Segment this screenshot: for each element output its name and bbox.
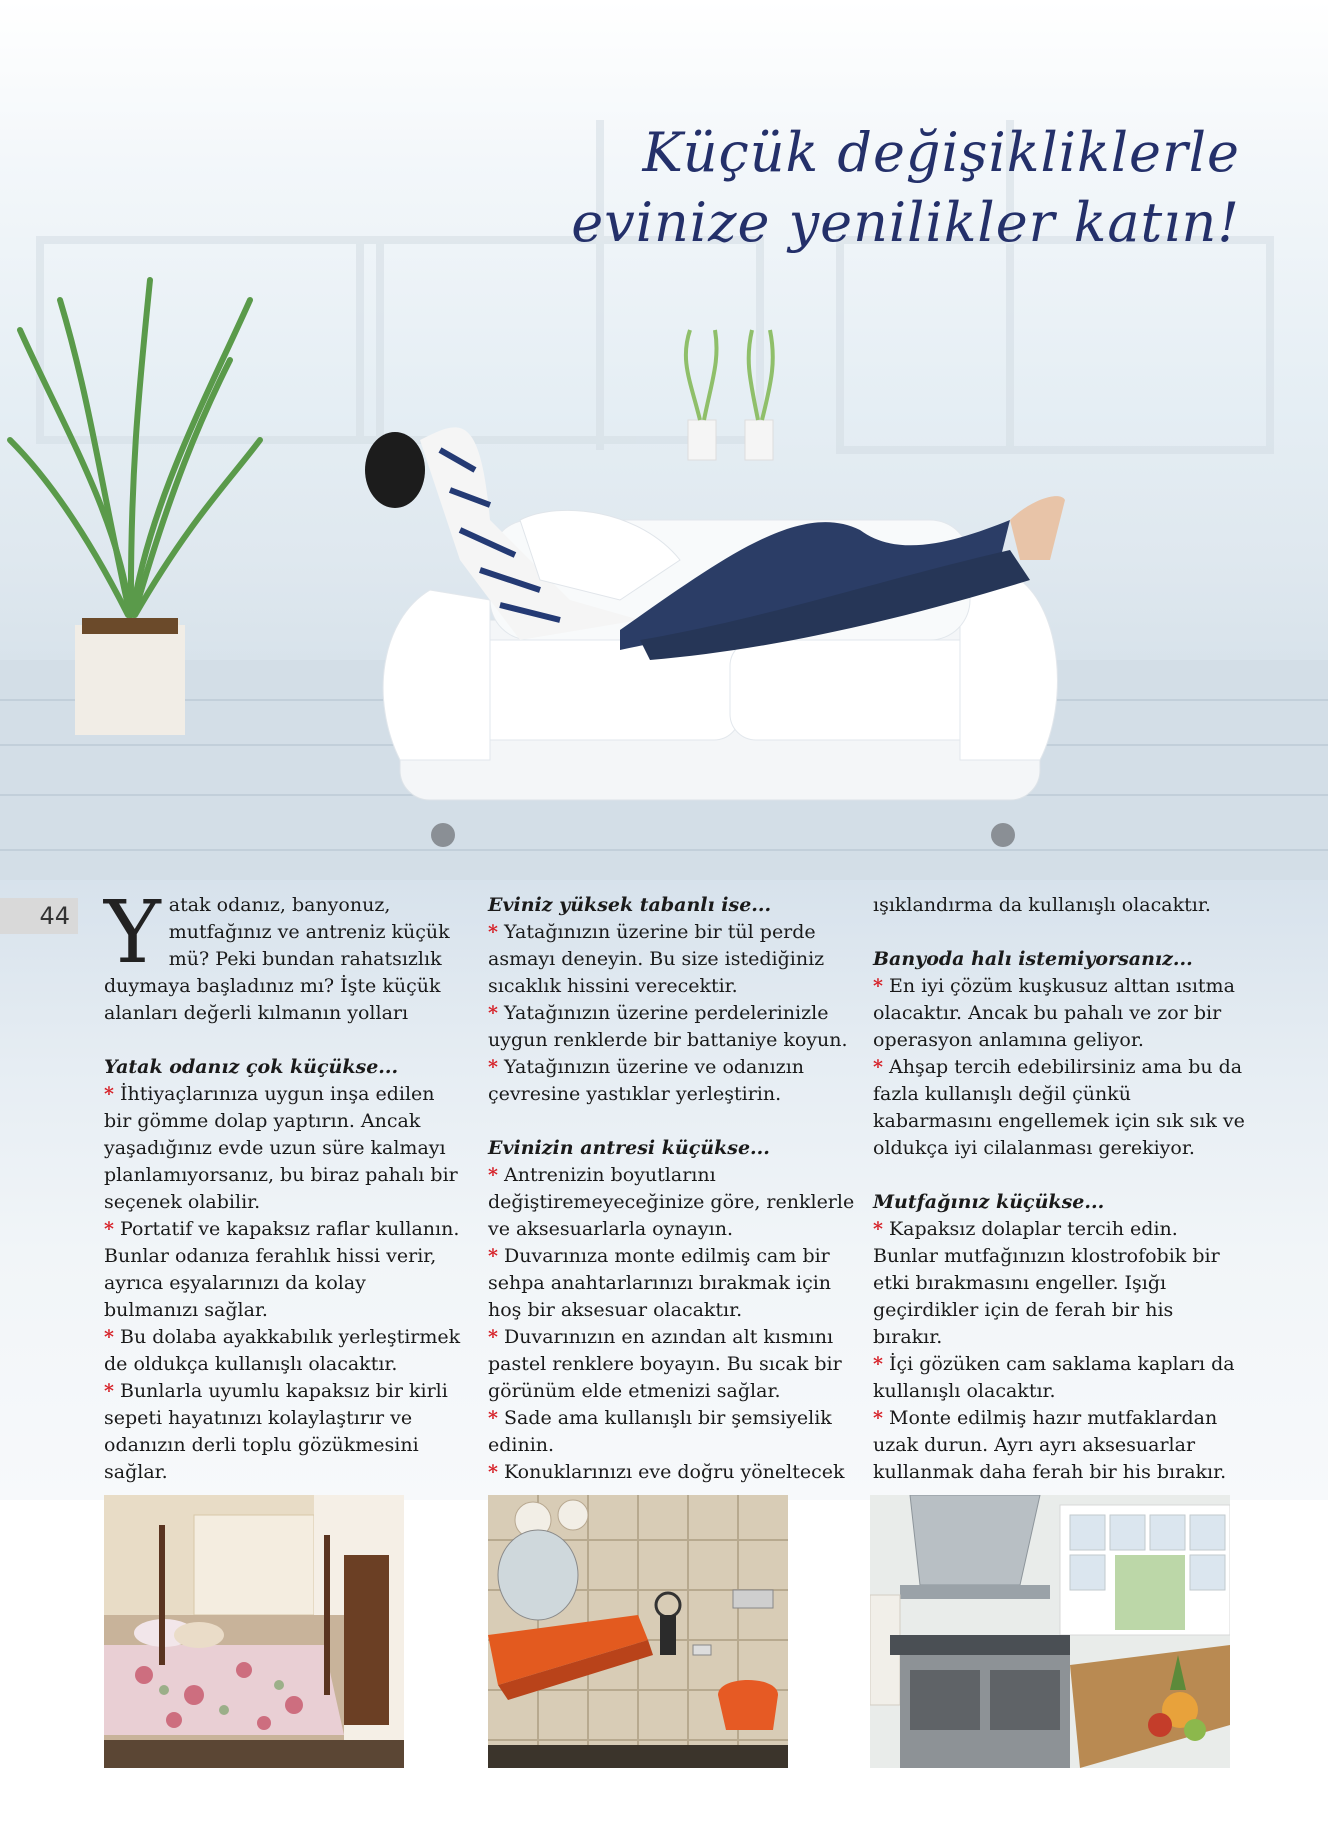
bathroom-photo <box>488 1495 788 1768</box>
list-item: * Portatif ve kapaksız raflar kullanın. Bunlar odanıza ferahlık hissi verir, ayrıca eşyalarınızı da kolay bulmanızı sağlar. <box>104 1218 460 1321</box>
list-item: * Duvarınıza monte edilmiş cam bir sehpa anahtarlarınızı bırakmak için hoş bir aksesuar olacaktır. <box>488 1245 832 1321</box>
list-item: * Antrenizin boyutlarını değiştiremeyeceğinize göre, renklerle ve aksesuarlarla oynayın. <box>488 1164 855 1240</box>
page-number: 44 <box>0 898 78 934</box>
heading-mutfak: Mutfağınız küçükse... <box>873 1191 1105 1213</box>
drop-cap: Y <box>104 883 161 983</box>
hero-photo <box>0 0 1328 900</box>
list-item: * İhtiyaçlarınıza uygun inşa edilen bir gömme dolap yaptırın. Ancak yaşadığınız evde uzun süre kalmayı planlamıyorsanız, bu biraz pahalı bir seçenek olabilir. <box>104 1083 458 1213</box>
column-2 <box>488 892 858 1486</box>
list-item: * Bunlarla uyumlu kapaksız bir kirli sepeti hayatınızı kolaylaştırır ve odanızın derli toplu gözükmesini sağlar. <box>104 1380 448 1483</box>
list-item: * En iyi çözüm kuşkusuz alttan ısıtma olacaktır. Ancak bu pahalı ve zor bir operasyon anlamına geliyor. <box>873 975 1235 1051</box>
list-item: * Monte edilmiş hazır mutfaklardan uzak durun. Ayrı ayrı aksesuarlar kullanmak daha ferah bir his bırakır. <box>873 1407 1227 1483</box>
bedroom-photo <box>104 1495 404 1768</box>
list-item: * İçi gözüken cam saklama kapları da kullanışlı olacaktır. <box>873 1353 1235 1402</box>
intro-paragraph <box>104 883 466 1027</box>
column-3 <box>873 892 1248 1486</box>
page-title <box>520 118 1240 258</box>
list-item: * Yatağınızın üzerine bir tül perde asmayı deneyin. Bu size istediğiniz sıcaklık hissini verecektir. <box>488 921 825 997</box>
list-item: * Sade ama kullanışlı bir şemsiyelik edinin. <box>488 1407 832 1456</box>
heading-taban: Eviniz yüksek tabanlı ise... <box>488 894 772 916</box>
continuation-text: ışıklandırma da kullanışlı olacaktır. <box>873 894 1211 916</box>
list-item: * Duvarınızın en azından alt kısmını pastel renklere boyayın. Bu sıcak bir görünüm elde etmenizi sağlar. <box>488 1326 842 1402</box>
heading-antre: Evinizin antresi küçükse... <box>488 1137 770 1159</box>
heading-banyo: Banyoda halı istemiyorsanız... <box>873 948 1193 970</box>
heading-yatak: Yatak odanız çok küçükse... <box>104 1056 399 1078</box>
list-item: * Kapaksız dolaplar tercih edin. Bunlar mutfağınızın klostrofobik bir etki bırakmasını engeller. Işığı geçirdikler için de ferah bir his bırakır. <box>873 1218 1220 1348</box>
column-1 <box>104 883 466 1486</box>
list-item: * Konuklarınızı eve doğru yöneltecek <box>488 1461 845 1483</box>
list-item: * Ahşap tercih edebilirsiniz ama bu da fazla kullanışlı değil çünkü kabarmasını engellemek için sık sık ve oldukça iyi cilalanması gerekiyor. <box>873 1056 1245 1159</box>
list-item: * Yatağınızın üzerine perdelerinizle uygun renklerde bir battaniye koyun. <box>488 1002 848 1051</box>
list-item: * Bu dolaba ayakkabılık yerleştirmek de oldukça kullanışlı olacaktır. <box>104 1326 461 1375</box>
title-line-2: evinize yenilikler katın! <box>571 191 1240 254</box>
list-item: * Yatağınızın üzerine ve odanızın çevresine yastıklar yerleştirin. <box>488 1056 805 1105</box>
intro-text: atak odanız, banyonuz, mutfağınız ve antreniz küçük mü? Peki bundan rahatsızlık duymaya başladınız mı? İşte küçük alanları değerli kılmanın yolları <box>104 894 450 1024</box>
title-line-1: Küçük değişikliklerle <box>642 121 1240 184</box>
kitchen-photo <box>870 1495 1230 1768</box>
